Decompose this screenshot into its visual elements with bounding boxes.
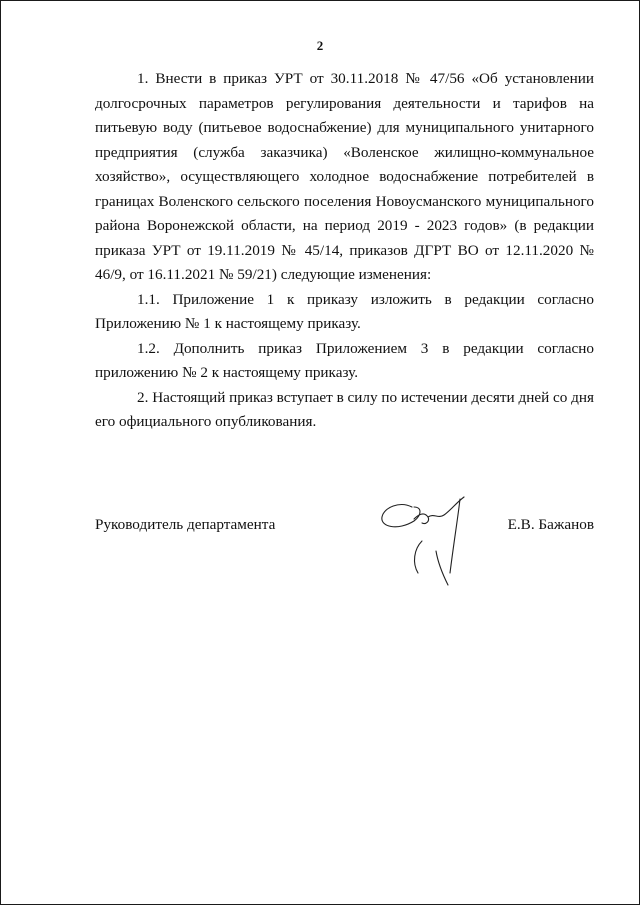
paragraph-1-2: 1.2. Дополнить приказ Приложением 3 в редакции согласно приложению № 2 к настоящему приказу.: [95, 339, 594, 381]
page-number: 2: [316, 38, 324, 53]
signatory-name: Е.В. Бажанов: [507, 516, 594, 533]
paragraph-2: 2. Настоящий приказ вступает в силу по истечении десяти дней со дня его официального опубликования.: [95, 388, 594, 430]
handwritten-signature: [378, 493, 478, 593]
paragraph-1-1: 1.1. Приложение 1 к приказу изложить в редакции согласно Приложению № 1 к настоящему приказу.: [95, 290, 594, 332]
document-body: [95, 67, 594, 435]
signatory-title: Руководитель департамента: [95, 516, 276, 533]
paragraph-1: 1. Внести в приказ УРТ от 30.11.2018 № 47/56 «Об установлении долгосрочных параметров регулирования деятельности и тарифов на питьевую воду (питьевое водоснабжение) для муниципального унитарного предприятия (служба заказчика) «Воленское жилищно-коммунальное хозяйство», осуществляющего холодное водоснабжение потребителей в границах Воленского сельского поселения Новоусманского муниципального района Воронежской области, на период 2019 - 2023 годов» (в редакции приказа УРТ от 19.11.2019 № 45/14, приказов ДГРТ ВО от 12.11.2020 № 46/9, от 16.11.2021 № 59/21) следующие изменения:: [95, 70, 594, 283]
